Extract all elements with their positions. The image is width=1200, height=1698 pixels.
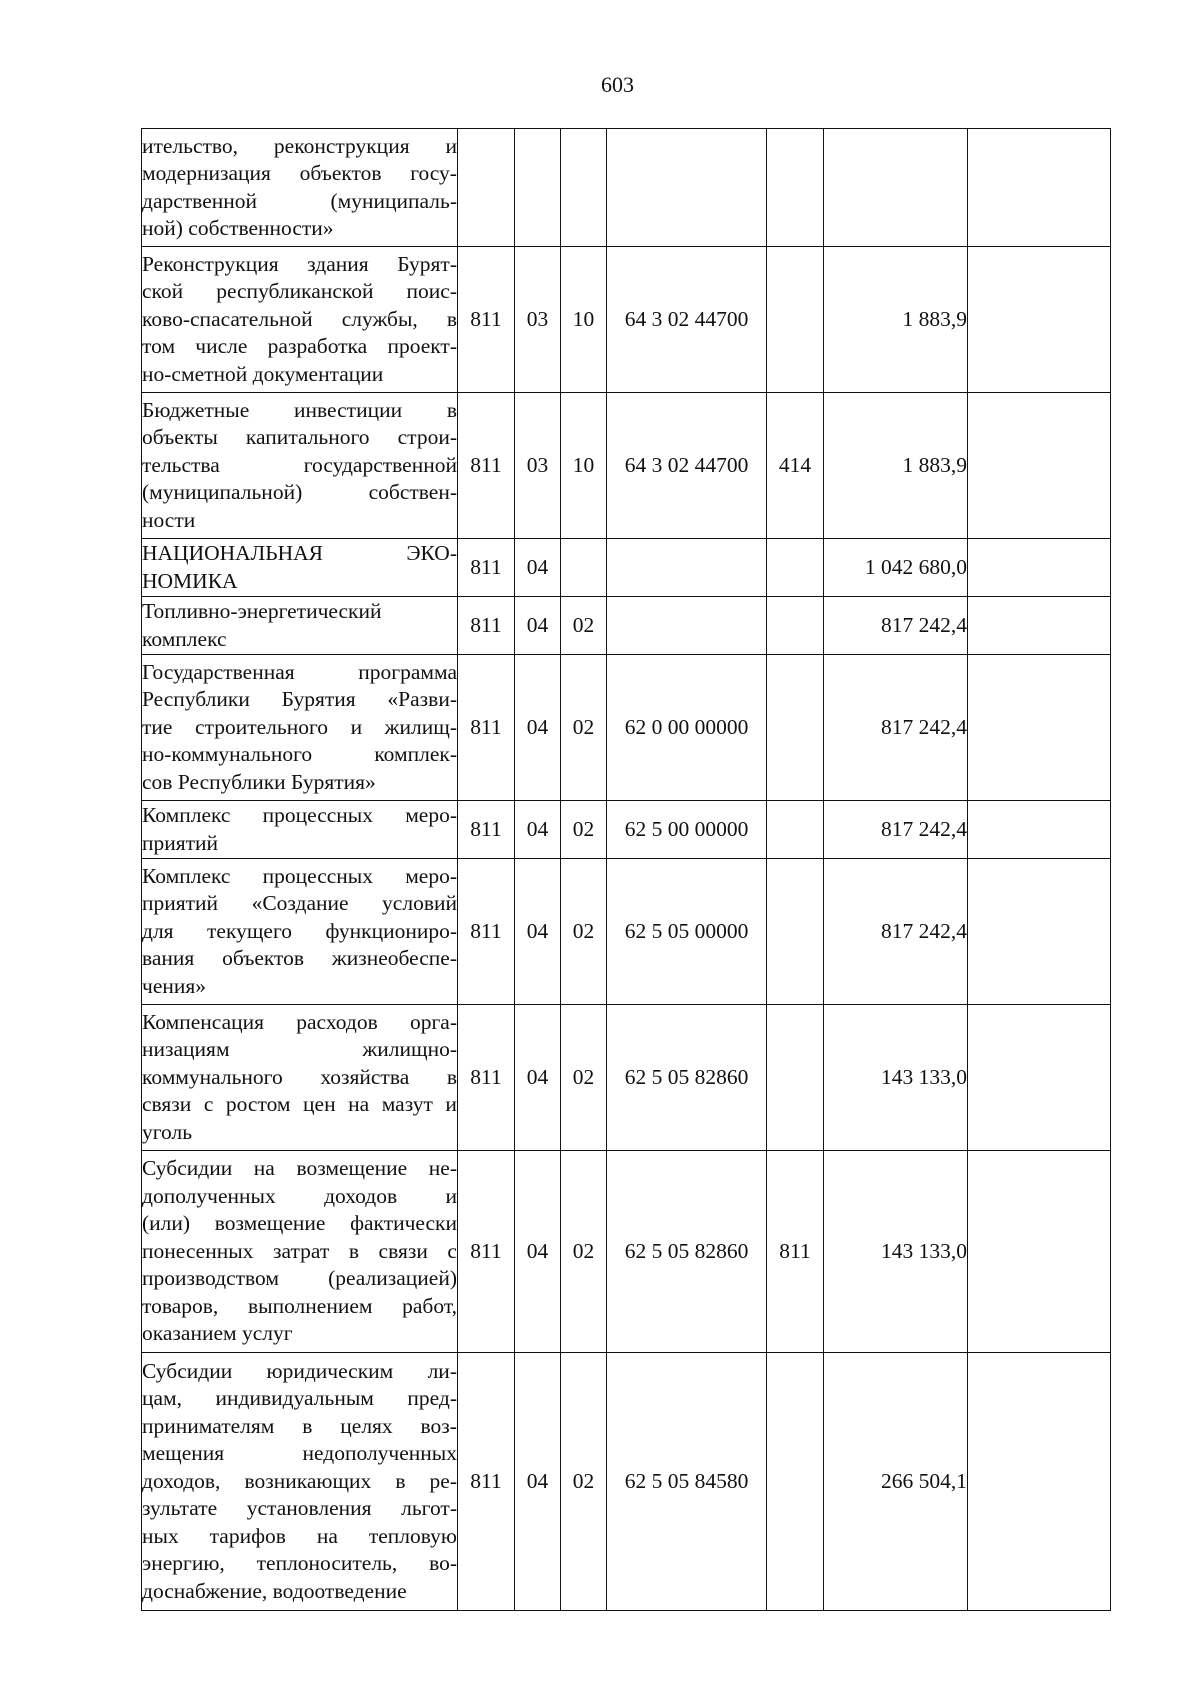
word: Комплекс xyxy=(142,803,231,827)
word: мещения xyxy=(142,1441,225,1466)
word: на xyxy=(253,1156,275,1181)
row-name-line: ности xyxy=(142,507,196,532)
word: (муниципальной) xyxy=(142,480,303,505)
row-name-line xyxy=(142,741,457,769)
word: и xyxy=(350,714,363,739)
row-name-line xyxy=(142,659,457,687)
section-code-cell: 04 xyxy=(515,1353,561,1611)
row-name-line xyxy=(142,863,457,891)
word: цен xyxy=(303,1092,336,1117)
row-name-line xyxy=(142,424,457,452)
amount-cell: 1 883,9 xyxy=(824,247,968,393)
word: объектов xyxy=(299,161,382,185)
amount-cell: 817 242,4 xyxy=(824,859,968,1005)
word: орга- xyxy=(409,1009,457,1034)
row-name-line: ной) собственности» xyxy=(142,216,334,240)
empty-cell xyxy=(968,1151,1111,1353)
row-name-line: сов Республики Бурятия» xyxy=(142,769,376,794)
word: доходов xyxy=(324,1183,398,1208)
row-name-line: комплекс xyxy=(142,626,227,651)
word: дополученных xyxy=(142,1183,276,1208)
expense-type-cell xyxy=(767,655,824,801)
row-name-line xyxy=(142,1036,457,1064)
word: юридическим xyxy=(266,1358,394,1383)
word: на xyxy=(316,1523,338,1548)
word: объектов xyxy=(222,946,305,971)
row-name-line xyxy=(142,1238,457,1266)
row-name-line xyxy=(142,1265,457,1293)
word: возмещение xyxy=(296,1156,408,1181)
row-name-line: уголь xyxy=(142,1119,193,1144)
word: зультате xyxy=(142,1496,218,1521)
target-article-cell: 64 3 02 44700 xyxy=(607,247,767,393)
word: Бурятия xyxy=(281,687,356,712)
row-name-line xyxy=(142,1413,457,1441)
word: индивидуальным xyxy=(215,1386,374,1411)
word: тие xyxy=(142,714,173,739)
empty-cell xyxy=(968,1005,1111,1151)
expense-type-cell xyxy=(767,129,824,247)
word: «Разви- xyxy=(387,687,457,712)
word: жизнеобеспе- xyxy=(331,946,457,971)
word: расходов xyxy=(296,1009,378,1034)
word: жилищ- xyxy=(384,714,457,739)
word: связи xyxy=(378,1238,428,1263)
budget-table xyxy=(141,128,1111,1611)
row-name-line xyxy=(142,1550,457,1578)
row-name-line xyxy=(142,1385,457,1413)
word: здания xyxy=(307,251,369,276)
word: ли- xyxy=(427,1358,457,1383)
target-article-cell xyxy=(607,597,767,655)
row-name-cell xyxy=(142,1151,458,1353)
word: госу- xyxy=(410,161,457,185)
word: приятий xyxy=(142,891,219,916)
empty-cell xyxy=(968,597,1111,655)
word: комплек- xyxy=(374,742,457,767)
row-name-line xyxy=(142,278,457,306)
amount-cell: 143 133,0 xyxy=(824,1151,968,1353)
row-name-cell xyxy=(142,1005,458,1151)
row-name-cell xyxy=(142,859,458,1005)
word: тарифов xyxy=(209,1523,286,1548)
row-name-line: приятий xyxy=(142,830,219,855)
empty-cell xyxy=(968,859,1111,1005)
word: и xyxy=(445,1092,457,1117)
row-name-line xyxy=(142,714,457,742)
budget-table-body xyxy=(142,129,1111,1611)
table-row xyxy=(142,1005,1111,1151)
word: ЭКО- xyxy=(406,541,457,565)
word: процессных xyxy=(262,863,374,888)
row-name-line xyxy=(142,188,457,216)
section-code-cell: 04 xyxy=(515,1151,561,1353)
target-article-cell: 62 5 00 00000 xyxy=(607,801,767,859)
word: с xyxy=(203,1092,214,1117)
word: «Создание xyxy=(251,891,349,916)
expense-type-cell xyxy=(767,247,824,393)
word: пред- xyxy=(407,1386,457,1411)
section-code-cell: 04 xyxy=(515,597,561,655)
row-name-line xyxy=(142,802,457,830)
word: связи xyxy=(142,1092,192,1117)
target-article-cell: 62 0 00 00000 xyxy=(607,655,767,801)
section-code-cell: 04 xyxy=(515,655,561,801)
row-name-line xyxy=(142,1183,457,1211)
row-name-line xyxy=(142,686,457,714)
amount-cell xyxy=(824,129,968,247)
word: затрат xyxy=(272,1238,330,1263)
row-name-line: но-сметной документации xyxy=(142,361,384,386)
word: числе xyxy=(195,334,248,359)
word: жилищно- xyxy=(362,1037,457,1062)
expense-type-cell xyxy=(767,539,824,597)
table-row xyxy=(142,859,1111,1005)
word: поис- xyxy=(406,279,457,304)
word: с xyxy=(447,1238,457,1263)
word: разработка xyxy=(267,334,368,359)
word: возникающих xyxy=(244,1468,372,1493)
word: энергию, xyxy=(142,1551,225,1576)
word: возмещение xyxy=(214,1211,326,1236)
target-article-cell: 64 3 02 44700 xyxy=(607,393,767,539)
word: том xyxy=(142,334,176,359)
table-row xyxy=(142,539,1111,597)
word: программа xyxy=(358,659,457,684)
subsection-code-cell: 02 xyxy=(561,1353,607,1611)
word: понесенных xyxy=(142,1238,254,1263)
word: низациям xyxy=(142,1037,230,1062)
word: фактически xyxy=(350,1211,457,1236)
row-name-line xyxy=(142,540,457,568)
word: коммунального xyxy=(142,1064,283,1089)
admin-code-cell: 811 xyxy=(458,247,515,393)
row-name-line xyxy=(142,1293,457,1321)
amount-cell: 1 042 680,0 xyxy=(824,539,968,597)
row-name-line xyxy=(142,918,457,946)
admin-code-cell: 811 xyxy=(458,859,515,1005)
target-article-cell: 62 5 05 84580 xyxy=(607,1353,767,1611)
word: вания xyxy=(142,946,195,971)
row-name-line xyxy=(142,479,457,507)
subsection-code-cell: 02 xyxy=(561,597,607,655)
word: ных xyxy=(142,1523,179,1548)
admin-code-cell: 811 xyxy=(458,1005,515,1151)
word: Компенсация xyxy=(142,1009,265,1034)
word: теплоноситель, xyxy=(256,1551,398,1576)
word: Реконструкция xyxy=(142,251,279,276)
word: товаров, xyxy=(142,1293,219,1318)
amount-cell: 266 504,1 xyxy=(824,1353,968,1611)
row-name-cell xyxy=(142,539,458,597)
row-name-line xyxy=(142,1009,457,1037)
section-code-cell: 04 xyxy=(515,801,561,859)
word: дарственной xyxy=(142,188,258,213)
word: выполнением xyxy=(247,1293,373,1318)
word: мазут xyxy=(381,1092,433,1117)
table-row xyxy=(142,393,1111,539)
row-name-line xyxy=(142,1358,457,1386)
admin-code-cell: 811 xyxy=(458,1353,515,1611)
admin-code-cell: 811 xyxy=(458,597,515,655)
word: ково-спасательной xyxy=(142,306,313,331)
empty-cell xyxy=(968,1353,1111,1611)
table-row xyxy=(142,1353,1111,1611)
word: в xyxy=(348,1238,359,1263)
amount-cell: 143 133,0 xyxy=(824,1005,968,1151)
expense-type-cell xyxy=(767,859,824,1005)
subsection-code-cell: 02 xyxy=(561,1151,607,1353)
word: государственной xyxy=(303,452,457,477)
table-row xyxy=(142,597,1111,655)
empty-cell xyxy=(968,393,1111,539)
row-name-cell xyxy=(142,393,458,539)
word: республиканской xyxy=(216,279,374,304)
word: ростом xyxy=(225,1092,291,1117)
row-name-line xyxy=(142,1210,457,1238)
admin-code-cell: 811 xyxy=(458,393,515,539)
empty-cell xyxy=(968,129,1111,247)
word: строительного xyxy=(195,714,328,739)
row-name-line xyxy=(142,1468,457,1496)
word: хозяйства xyxy=(320,1064,410,1089)
word: целях xyxy=(340,1413,393,1438)
row-name-line: НОМИКА xyxy=(142,568,238,593)
empty-cell xyxy=(968,801,1111,859)
row-name-line xyxy=(142,1155,457,1183)
row-name-cell xyxy=(142,597,458,655)
section-code-cell: 04 xyxy=(515,1005,561,1151)
table-row xyxy=(142,801,1111,859)
expense-type-cell xyxy=(767,1353,824,1611)
word: Субсидии xyxy=(142,1358,233,1383)
subsection-code-cell: 02 xyxy=(561,859,607,1005)
subsection-code-cell: 02 xyxy=(561,655,607,801)
word: капитального xyxy=(245,425,370,450)
expense-type-cell: 811 xyxy=(767,1151,824,1353)
row-name-line xyxy=(142,1495,457,1523)
page-number: 603 xyxy=(601,72,634,97)
subsection-code-cell: 10 xyxy=(561,393,607,539)
row-name-line xyxy=(142,1064,457,1092)
row-name-cell xyxy=(142,247,458,393)
word: недополученных xyxy=(302,1441,457,1466)
table-row xyxy=(142,1151,1111,1353)
table-row xyxy=(142,129,1111,247)
row-name-cell xyxy=(142,655,458,801)
row-name-line xyxy=(142,160,457,188)
word: на xyxy=(348,1092,370,1117)
word: Комплекс xyxy=(142,863,231,888)
word: Субсидии xyxy=(142,1156,233,1181)
section-code-cell: 04 xyxy=(515,539,561,597)
empty-cell xyxy=(968,247,1111,393)
admin-code-cell: 811 xyxy=(458,801,515,859)
word: (реализацией) xyxy=(328,1266,457,1291)
section-code-cell: 04 xyxy=(515,859,561,1005)
expense-type-cell xyxy=(767,597,824,655)
row-name-line: доснабжение, водоотведение xyxy=(142,1578,407,1603)
row-name-cell xyxy=(142,1353,458,1611)
amount-cell: 1 883,9 xyxy=(824,393,968,539)
word: собствен- xyxy=(368,480,457,505)
row-name-line xyxy=(142,133,457,161)
section-code-cell xyxy=(515,129,561,247)
empty-cell xyxy=(968,655,1111,801)
word: ской xyxy=(142,279,184,304)
row-name-line xyxy=(142,251,457,279)
subsection-code-cell: 10 xyxy=(561,247,607,393)
word: доходов, xyxy=(142,1468,221,1493)
row-name-line: Топливно-энергетический xyxy=(142,599,382,623)
expense-type-cell xyxy=(767,1005,824,1151)
row-name-line xyxy=(142,397,457,425)
word: льгот- xyxy=(401,1496,457,1521)
admin-code-cell xyxy=(458,129,515,247)
target-article-cell: 62 5 05 82860 xyxy=(607,1151,767,1353)
word: воз- xyxy=(420,1413,457,1438)
word: в xyxy=(302,1413,313,1438)
amount-cell: 817 242,4 xyxy=(824,597,968,655)
table-row xyxy=(142,655,1111,801)
word: (муниципаль- xyxy=(330,188,457,213)
word: в xyxy=(395,1468,406,1493)
word: цам, xyxy=(142,1386,183,1411)
subsection-code-cell: 02 xyxy=(561,801,607,859)
row-name-line xyxy=(142,452,457,480)
word: модернизация xyxy=(142,161,271,185)
subsection-code-cell xyxy=(561,539,607,597)
expense-type-cell xyxy=(767,801,824,859)
row-name-line xyxy=(142,945,457,973)
word: службы, xyxy=(341,306,418,331)
empty-cell xyxy=(968,539,1111,597)
word: не- xyxy=(428,1156,457,1181)
word: Республики xyxy=(142,687,250,712)
word: объекты xyxy=(142,425,218,450)
word: инвестиции xyxy=(294,397,403,422)
word: проект- xyxy=(387,334,457,359)
target-article-cell xyxy=(607,129,767,247)
word: установления xyxy=(246,1496,372,1521)
target-article-cell: 62 5 05 82860 xyxy=(607,1005,767,1151)
word: меро- xyxy=(405,863,457,888)
word: условий xyxy=(382,891,457,916)
word: но-коммунального xyxy=(142,742,313,767)
row-name-line xyxy=(142,1523,457,1551)
word: в xyxy=(446,397,457,422)
row-name-line xyxy=(142,1091,457,1119)
table-row xyxy=(142,247,1111,393)
word: Государственная xyxy=(142,659,295,684)
section-code-cell: 03 xyxy=(515,393,561,539)
word: в xyxy=(446,306,457,331)
subsection-code-cell: 02 xyxy=(561,1005,607,1151)
amount-cell: 817 242,4 xyxy=(824,801,968,859)
row-name-line: оказанием услуг xyxy=(142,1321,293,1346)
row-name-line xyxy=(142,333,457,361)
word: для xyxy=(142,918,174,943)
word: и xyxy=(445,133,457,158)
target-article-cell: 62 5 05 00000 xyxy=(607,859,767,1005)
word: текущего xyxy=(207,918,292,943)
word: тепловую xyxy=(368,1523,457,1548)
word: (или) xyxy=(142,1211,191,1236)
expense-type-cell: 414 xyxy=(767,393,824,539)
word: производством xyxy=(142,1266,279,1291)
word: ре- xyxy=(429,1468,457,1493)
word: реконструкция xyxy=(273,133,410,158)
word: Бурят- xyxy=(397,251,457,276)
subsection-code-cell xyxy=(561,129,607,247)
target-article-cell xyxy=(607,539,767,597)
word: Бюджетные xyxy=(142,397,250,422)
row-name-cell xyxy=(142,129,458,247)
word: НАЦИОНАЛЬНАЯ xyxy=(142,541,324,565)
admin-code-cell: 811 xyxy=(458,655,515,801)
admin-code-cell: 811 xyxy=(458,1151,515,1353)
section-code-cell: 03 xyxy=(515,247,561,393)
word: меро- xyxy=(405,803,457,827)
word: строи- xyxy=(397,425,457,450)
row-name-line xyxy=(142,306,457,334)
word: в xyxy=(446,1064,457,1089)
word: и xyxy=(445,1183,457,1208)
word: работ, xyxy=(402,1293,457,1318)
row-name-line xyxy=(142,890,457,918)
row-name-line: чения» xyxy=(142,973,207,998)
row-name-cell xyxy=(142,801,458,859)
word: процессных xyxy=(262,803,374,827)
word: тельства xyxy=(142,452,220,477)
row-name-line xyxy=(142,1440,457,1468)
word: принимателям xyxy=(142,1413,275,1438)
word: ительство, xyxy=(142,133,239,158)
word: во- xyxy=(429,1551,457,1576)
word: функциониро- xyxy=(325,918,457,943)
amount-cell: 817 242,4 xyxy=(824,655,968,801)
admin-code-cell: 811 xyxy=(458,539,515,597)
